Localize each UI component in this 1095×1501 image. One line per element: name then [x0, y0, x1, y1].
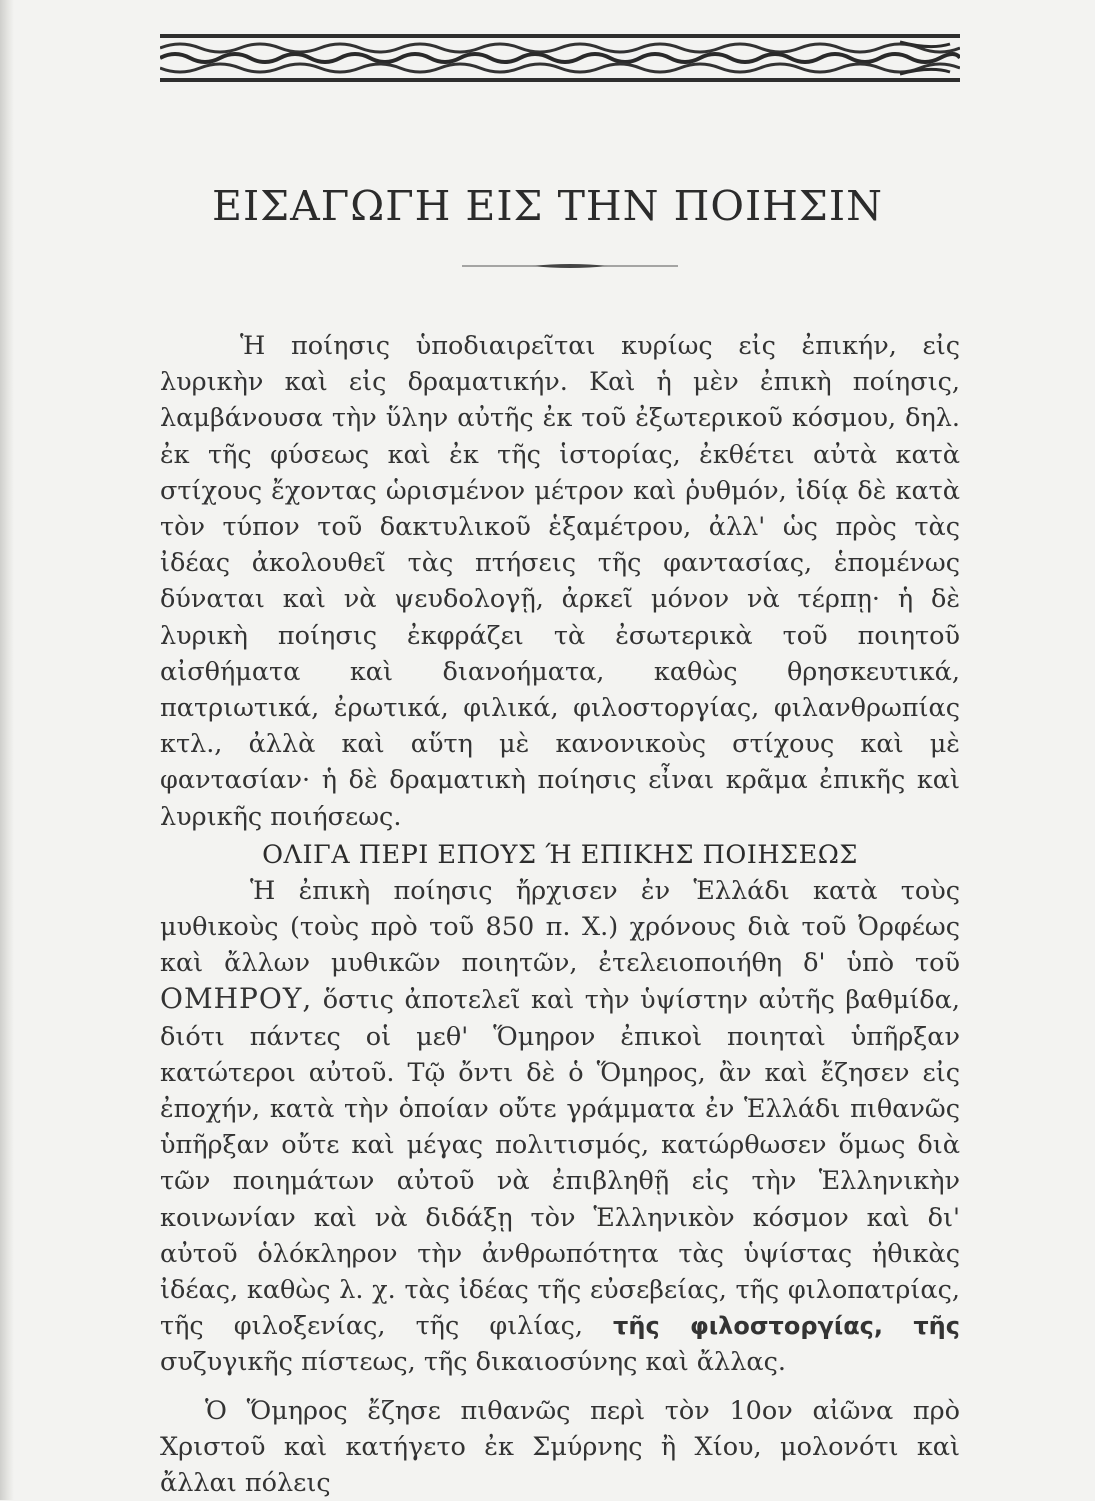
paragraph-epic-bold: τῆς φιλοστοργίας, τῆς [613, 1312, 960, 1341]
paragraph-epic [160, 873, 960, 1381]
header-ornament [160, 34, 960, 82]
body-text [160, 328, 960, 1501]
paragraph-epic-part1: Ἡ ἐπικὴ ποίησις ἤρχισεν ἐν Ἑλλάδι κατὰ τοὺς μυθικοὺς (τοὺς πρὸ τοῦ 850 π. Χ.) χρόνους διὰ τοῦ Ὀρφέως καὶ ἄλλων μυθικῶν ποιητῶν, ἐτελειοποιήθη δ' ὑπὸ τοῦ [160, 875, 960, 979]
paragraph-epic-part2: ὅστις ἀποτελεῖ καὶ τὴν ὑψίστην αὐτῆς βαθμίδα, διότι πάντες οἱ μεθ' Ὅμηρον ἐπικοὶ ποιηταὶ ὑπῆρξαν κατώτεροι αὐτοῦ. Τῷ ὄντι δὲ ὁ Ὅμηρος, ἂν καὶ ἔζησεν εἰς ἐποχήν, κατὰ τὴν ὁποίαν οὔτε γράμματα ἐν Ἑλλάδι πιθανῶς ὑπῆρξαν οὔτε καὶ μέγας πολιτισμός, κατώρθωσεν ὅμως διὰ τῶν ποιημάτων αὐτοῦ νὰ ἐπιβληθῇ εἰς τὴν Ἑλληνικὴν κοινωνίαν καὶ νὰ διδάξῃ τὸν Ἑλληνικὸν κόσμον καὶ δι' αὐτοῦ ὁλόκληρον τὴν ἀνθρωπότητα τὰς ὑψίστας ἠθικὰς ἰδέας, καθὼς λ. χ. τὰς ἰδέας τῆς εὐσεβείας, τῆς φιλοπατρίας, τῆς φιλοξενίας, τῆς φιλίας, [160, 985, 960, 1342]
paragraph-homer: Ὁ Ὅμηρος ἔζησε πιθανῶς περὶ τὸν 10ον αἰῶνα πρὸ Χριστοῦ καὶ κατήγετο ἐκ Σμύρνης ἢ Χίου, μολονότι καὶ ἄλλαι πόλεις [160, 1395, 960, 1499]
title-divider [462, 262, 678, 270]
paragraph-intro: Ἡ ποίησις ὑποδιαιρεῖται κυρίως εἰς ἐπικήν, εἰς λυρικὴν καὶ εἰς δραματικήν. Καὶ ἡ μὲν ἐπικὴ ποίησις, λαμβάνουσα τὴν ὕλην αὐτῆς ἐκ τοῦ ἐξωτερικοῦ κόσμου, δηλ. ἐκ τῆς φύσεως καὶ ἐκ τῆς ἱστορίας, ἐκθέτει αὐτὰ κατὰ στίχους ἔχοντας ὡρισμένον μέτρον καὶ ῥυθμόν, ἰδίᾳ δὲ κατὰ τὸν τύπον τοῦ δακτυλικοῦ ἑξαμέτρου, ἀλλ' ὡς πρὸς τὰς ἰδέας ἀκολουθεῖ τὰς πτήσεις τῆς φαντασίας, ἑπομένως δύναται καὶ νὰ ψευδολογῇ, ἀρκεῖ μόνον νὰ τέρπῃ· ἡ δὲ λυρικὴ ποίησις ἐκφράζει τὰ ἐσωτερικὰ τοῦ ποιητοῦ αἰσθήματα καὶ διανοήματα, καθὼς θρησκευτικά, πατριωτικά, ἐρωτικά, φιλικά, φιλοστοργίας, φιλανθρωπίας κτλ., ἀλλὰ καὶ αὕτη μὲ κανονικοὺς στίχους καὶ μὲ φαντασίαν· ἡ δὲ δραματικὴ ποίησις εἶναι κρᾶμα ἐπικῆς καὶ λυρικῆς ποιήσεως. [160, 331, 960, 832]
paragraph-epic-part3: συζυγικῆς πίστεως, τῆς δικαιοσύνης καὶ ἄλλας. [160, 1347, 786, 1378]
section-heading: ΟΛΙΓΑ ΠΕΡΙ ΕΠΟΥΣ Ή ΕΠΙΚΗΣ ΠΟΙΗΣΕΩΣ [262, 839, 858, 870]
homer-name: ΟΜΗΡΟΥ, [160, 982, 313, 1016]
page-title: ΕΙΣΑΓΩΓΗ ΕΙΣ ΤΗΝ ΠΟΙΗΣΙΝ [212, 182, 883, 230]
